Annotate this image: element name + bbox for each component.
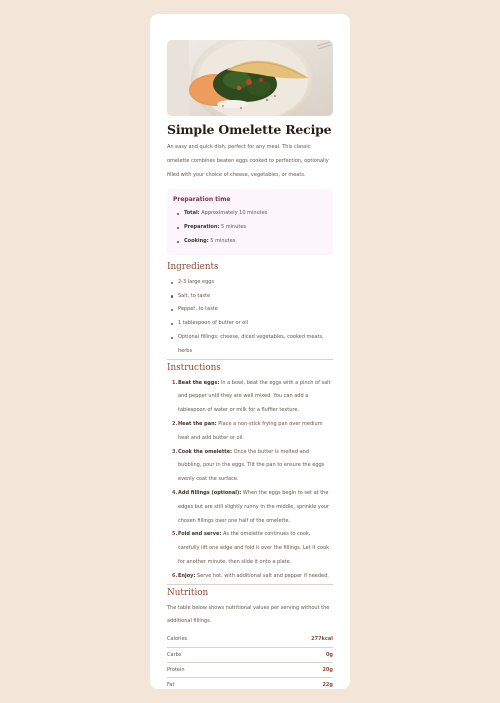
list-item: Salt, to taste [167, 290, 333, 304]
nutrient-name: Protein [167, 662, 247, 677]
preparation-item-label: Total: [184, 210, 200, 217]
nutrient-name: Carbs [167, 647, 247, 662]
nutrient-value: 277kcal [247, 632, 333, 647]
list-item: Optional fillings: cheese, diced vegetables, cooked meats, herbs [167, 331, 333, 359]
preparation-item-label: Preparation: [184, 224, 220, 231]
preparation-item-preparation [173, 221, 327, 235]
step-number: 1. [172, 379, 178, 386]
step-text: Serve hot, with additional salt and pepper if needed. [195, 572, 329, 579]
nutrition-table [167, 632, 333, 689]
nutrition-intro: The table below shows nutritional values per serving without the additional fillings. [167, 604, 330, 625]
step-label: Add fillings (optional): [178, 489, 242, 496]
preparation-item-value: 5 minutes [219, 224, 247, 231]
step-label: Cook the omelette: [178, 448, 232, 455]
page-title: Simple Omelette Recipe [167, 122, 332, 137]
list-item [167, 570, 333, 584]
step-label: Enjoy: [178, 572, 196, 579]
list-item [167, 418, 333, 446]
ingredients-section [167, 261, 333, 359]
omelette-photo [167, 40, 333, 116]
preparation-item-value: 5 minutes [208, 237, 236, 244]
step-text: Once the butter is melted and bubbling, pour in the eggs. Tilt the pan to ensure the eggs evenly coat the surface. [178, 448, 325, 483]
step-text: As the omelette continues to cook, carefully lift one edge and fold it over the fillings. Let it cook for another minute, then slide it onto a plate. [178, 531, 329, 565]
table-row [167, 677, 333, 689]
list-item: Pepper, to taste [167, 303, 333, 317]
recipe-card [150, 14, 350, 689]
step-number: 4. [172, 489, 178, 496]
step-number: 2. [172, 420, 178, 427]
step-label: Fold and serve: [178, 531, 222, 538]
preparation-box [167, 189, 333, 254]
preparation-item-value: Approximately 10 minutes [199, 210, 268, 217]
list-item [167, 487, 333, 528]
nutrition-section [167, 587, 333, 689]
nutrient-value: 20g [247, 662, 333, 677]
section-divider [167, 584, 333, 585]
step-label: Beat the eggs: [178, 379, 220, 386]
recipe-intro: An easy and quick dish, perfect for any meal. This classic omelette combines beaten eggs cooked to perfection, optionally filled with your choice of cheese, vegetables, or meats. [167, 144, 329, 178]
step-text: In a bowl, beat the eggs with a pinch of salt and pepper until they are well mixed. You can add a tablespoon of water or milk for a fluffier texture. [178, 379, 331, 414]
list-item [167, 377, 333, 418]
table-row [167, 632, 333, 647]
nutrient-name: Fat [167, 681, 175, 688]
preparation-item-cooking [173, 235, 327, 249]
step-number: 6. [172, 572, 178, 579]
table-row [167, 647, 333, 662]
nutrient-value: 0g [247, 647, 333, 662]
step-label: Heat the pan: [178, 420, 217, 427]
step-number: 5. [172, 531, 178, 538]
nutrient-name: Calories [167, 632, 247, 647]
section-divider [167, 359, 333, 360]
preparation-item-total [173, 207, 327, 221]
step-text: When the eggs begin to set at the edges but are still slightly runny in the middle, sprinkle your chosen fillings over one half of the omelette. [178, 489, 330, 524]
preparation-item-label: Cooking: [184, 237, 209, 244]
preparation-heading: Preparation time [173, 196, 231, 204]
ingredients-list [167, 276, 333, 359]
list-item [167, 528, 333, 569]
step-text: Place a non-stick frying pan over medium heat and add butter or oil. [178, 420, 323, 441]
instructions-heading: Instructions [167, 362, 221, 373]
list-item: 1 tablespoon of butter or oil [167, 317, 333, 331]
ingredients-heading: Ingredients [167, 261, 219, 272]
list-item [167, 446, 333, 487]
step-number: 3. [172, 448, 178, 455]
nutrient-value: 22g [322, 681, 333, 688]
nutrition-heading: Nutrition [167, 587, 209, 598]
instructions-list [167, 377, 333, 584]
list-item: 2-3 large eggs [167, 276, 333, 290]
preparation-list [173, 207, 327, 248]
instructions-section [167, 362, 333, 584]
table-row [167, 662, 333, 677]
